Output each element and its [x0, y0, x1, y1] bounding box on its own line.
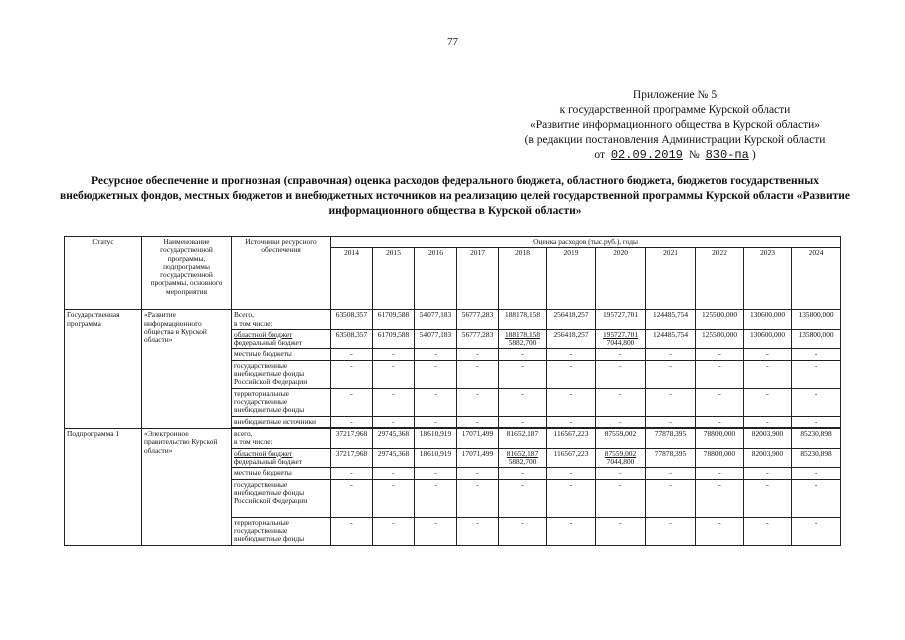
regional-value: 81652,187 [506, 448, 539, 458]
empty-value-cell: - [696, 416, 744, 427]
decree-number: 830-па [705, 148, 749, 162]
source-label: внебюджетные источники [232, 416, 331, 427]
empty-value-cell: - [792, 349, 841, 360]
source-label: в том числе: [234, 318, 273, 328]
empty-value-cell: - [331, 349, 373, 360]
row-status: Государственная программа [65, 310, 142, 429]
value-cell: 18610,919 [415, 448, 457, 468]
header-year: 2016 [415, 248, 457, 310]
empty-value-cell: - [499, 468, 547, 479]
header-status: Статус [65, 237, 142, 310]
row-name: «Электронное правительство Курской области» [142, 429, 232, 546]
value-cell: 256418,257 [547, 329, 596, 349]
empty-value-cell: - [596, 468, 646, 479]
page-number: 77 [447, 36, 458, 48]
value-cell [596, 329, 646, 349]
source-cell [232, 310, 331, 330]
header-year: 2014 [331, 248, 373, 310]
empty-value-cell: - [547, 349, 596, 360]
value-cell: 61709,588 [373, 310, 415, 330]
empty-value-cell: - [331, 360, 373, 388]
empty-value-cell: - [331, 388, 373, 416]
source-label: местные бюджеты [232, 349, 331, 360]
empty-value-cell: - [696, 349, 744, 360]
federal-value: 7044,800 [606, 338, 635, 348]
resource-table [64, 236, 841, 546]
source-label: государственные внебюджетные фонды Российской Федерации [232, 360, 331, 388]
header-year: 2017 [457, 248, 499, 310]
empty-value-cell: - [547, 360, 596, 388]
table-row [65, 429, 841, 449]
empty-value-cell: - [499, 517, 547, 545]
header-year: 2024 [792, 248, 841, 310]
value-cell: 81652,187 [499, 429, 547, 449]
value-cell: 61709,588 [373, 329, 415, 349]
header-year: 2022 [696, 248, 744, 310]
empty-value-cell: - [373, 416, 415, 427]
header-year: 2019 [547, 248, 596, 310]
value-cell: 116567,223 [547, 448, 596, 468]
empty-value-cell: - [696, 468, 744, 479]
empty-value-cell: - [646, 349, 696, 360]
value-cell: 17071,499 [457, 448, 499, 468]
empty-value-cell: - [696, 360, 744, 388]
appendix-date-line [470, 148, 880, 163]
federal-value: 5882,700 [508, 338, 537, 348]
empty-value-cell: - [331, 479, 373, 517]
empty-value-cell: - [415, 388, 457, 416]
empty-value-cell: - [457, 388, 499, 416]
empty-value-cell: - [792, 468, 841, 479]
empty-value-cell: - [596, 517, 646, 545]
empty-value-cell: - [373, 349, 415, 360]
empty-value-cell: - [373, 517, 415, 545]
value-cell [499, 448, 547, 468]
value-cell: 87559,002 [596, 429, 646, 449]
empty-value-cell: - [331, 416, 373, 427]
value-cell: 56777,283 [457, 329, 499, 349]
empty-value-cell: - [646, 468, 696, 479]
header-name: Наименование государственной программы, подпрограммы государственной программы, основного мероприятия [142, 237, 232, 310]
appendix-line-4: (в редакции постановления Администрации Курской области [524, 134, 826, 146]
empty-value-cell: - [415, 349, 457, 360]
value-cell: 37217,968 [331, 429, 373, 449]
empty-value-cell: - [596, 388, 646, 416]
empty-value-cell: - [373, 468, 415, 479]
document-title: Ресурсное обеспечение и прогнозная (справочная) оценка расходов федерального бюджета, областного бюджета, бюджетов государственных внебюджетных фондов, местных бюджетов и внебюджетных источников на реализацию целей государственной программы Курской области «Развитие информационного общества в Курской области» [60, 175, 850, 217]
header-sources: Источники ресурсного обеспечения [232, 237, 331, 310]
row-status: Подпрограмма 1 [65, 429, 142, 546]
value-cell: 125500,000 [696, 310, 744, 330]
empty-value-cell: - [792, 416, 841, 427]
header-year: 2018 [499, 248, 547, 310]
federal-value: 5882,700 [508, 456, 537, 466]
empty-value-cell: - [547, 517, 596, 545]
value-cell: 125500,000 [696, 329, 744, 349]
empty-value-cell: - [457, 468, 499, 479]
empty-value-cell: - [646, 517, 696, 545]
source-label: областной бюджет [234, 448, 293, 458]
empty-value-cell: - [415, 479, 457, 517]
source-label: федеральный бюджет [234, 456, 303, 466]
empty-value-cell: - [373, 479, 415, 517]
regional-value: 188178,158 [504, 329, 541, 339]
empty-value-cell: - [415, 416, 457, 427]
value-cell: 124485,754 [646, 310, 696, 330]
empty-value-cell: - [499, 479, 547, 517]
value-cell: 85230,898 [792, 448, 841, 468]
empty-value-cell: - [373, 388, 415, 416]
empty-value-cell: - [596, 479, 646, 517]
empty-value-cell: - [646, 416, 696, 427]
source-label: местные бюджеты [232, 468, 331, 479]
source-label: Всего, [234, 310, 254, 320]
empty-value-cell: - [547, 468, 596, 479]
source-label: территориальные государственные внебюджетные фонды [232, 517, 331, 545]
empty-value-cell: - [331, 517, 373, 545]
value-cell: 85230,898 [792, 429, 841, 449]
table-row [65, 310, 841, 330]
empty-value-cell: - [547, 479, 596, 517]
empty-value-cell: - [792, 479, 841, 517]
value-cell: 130600,000 [744, 310, 792, 330]
empty-value-cell: - [457, 517, 499, 545]
empty-value-cell: - [415, 468, 457, 479]
regional-value: 87559,002 [604, 448, 637, 458]
value-cell: 82003,900 [744, 448, 792, 468]
row-name: «Развитие информационного общества в Курской области» [142, 310, 232, 429]
source-label: всего, [234, 429, 253, 439]
source-cell [232, 329, 331, 349]
value-cell [596, 448, 646, 468]
federal-value: 7044,800 [606, 456, 635, 466]
empty-value-cell: - [744, 479, 792, 517]
closing-paren: ) [751, 149, 756, 161]
value-cell: 82003,900 [744, 429, 792, 449]
value-cell: 116567,223 [547, 429, 596, 449]
header-year: 2020 [596, 248, 646, 310]
regional-value: 195727,701 [602, 329, 639, 339]
value-cell: 17071,499 [457, 429, 499, 449]
appendix-line-3: «Развитие информационного общества в Курской области» [529, 119, 821, 131]
empty-value-cell: - [596, 360, 646, 388]
appendix-block [470, 88, 880, 163]
empty-value-cell: - [596, 349, 646, 360]
value-cell [499, 329, 547, 349]
number-prefix: № [688, 149, 700, 161]
decree-date: 02.09.2019 [610, 148, 683, 162]
value-cell: 63508,357 [331, 310, 373, 330]
empty-value-cell: - [415, 360, 457, 388]
empty-value-cell: - [744, 349, 792, 360]
appendix-line-2: к государственной программе Курской области [559, 104, 791, 116]
source-label: в том числе: [234, 437, 273, 447]
value-cell: 256418,257 [547, 310, 596, 330]
header-year: 2021 [646, 248, 696, 310]
value-cell: 54077,183 [415, 310, 457, 330]
empty-value-cell: - [696, 479, 744, 517]
source-label: территориальные государственные внебюджетные фонды [232, 388, 331, 416]
source-label: государственные внебюджетные фонды Российской Федерации [232, 479, 331, 517]
empty-value-cell: - [457, 479, 499, 517]
empty-value-cell: - [646, 388, 696, 416]
header-year: 2023 [744, 248, 792, 310]
value-cell: 78800,000 [696, 448, 744, 468]
empty-value-cell: - [499, 388, 547, 416]
value-cell: 124485,754 [646, 329, 696, 349]
table-header-row [65, 237, 841, 248]
appendix-line-1: Приложение № 5 [632, 89, 718, 101]
value-cell: 77878,395 [646, 429, 696, 449]
value-cell: 29745,368 [373, 429, 415, 449]
value-cell: 18610,919 [415, 429, 457, 449]
empty-value-cell: - [499, 360, 547, 388]
date-prefix: от [594, 149, 605, 161]
source-label: областной бюджет [234, 329, 293, 339]
empty-value-cell: - [792, 360, 841, 388]
empty-value-cell: - [696, 388, 744, 416]
value-cell: 130600,000 [744, 329, 792, 349]
value-cell: 29745,368 [373, 448, 415, 468]
header-year: 2015 [373, 248, 415, 310]
empty-value-cell: - [547, 416, 596, 427]
value-cell: 135800,000 [792, 310, 841, 330]
empty-value-cell: - [792, 388, 841, 416]
empty-value-cell: - [373, 360, 415, 388]
header-estimate: Оценка расходов (тыс.руб.), годы [331, 237, 841, 248]
value-cell: 63508,357 [331, 329, 373, 349]
value-cell: 78800,000 [696, 429, 744, 449]
empty-value-cell: - [696, 517, 744, 545]
empty-value-cell: - [499, 349, 547, 360]
empty-value-cell: - [744, 360, 792, 388]
empty-value-cell: - [744, 468, 792, 479]
empty-value-cell: - [415, 517, 457, 545]
empty-value-cell: - [646, 479, 696, 517]
value-cell: 135800,000 [792, 329, 841, 349]
value-cell: 77878,395 [646, 448, 696, 468]
empty-value-cell: - [744, 388, 792, 416]
source-cell [232, 429, 331, 449]
empty-value-cell: - [646, 360, 696, 388]
value-cell: 54077,183 [415, 329, 457, 349]
source-cell [232, 448, 331, 468]
value-cell: 188178,158 [499, 310, 547, 330]
empty-value-cell: - [331, 468, 373, 479]
empty-value-cell: - [792, 517, 841, 545]
empty-value-cell: - [457, 416, 499, 427]
empty-value-cell: - [457, 349, 499, 360]
empty-value-cell: - [596, 416, 646, 427]
empty-value-cell: - [499, 416, 547, 427]
value-cell: 56777,283 [457, 310, 499, 330]
empty-value-cell: - [457, 360, 499, 388]
empty-value-cell: - [744, 416, 792, 427]
value-cell: 195727,701 [596, 310, 646, 330]
empty-value-cell: - [744, 517, 792, 545]
empty-value-cell: - [547, 388, 596, 416]
value-cell: 37217,968 [331, 448, 373, 468]
source-label: федеральный бюджет [234, 338, 303, 348]
